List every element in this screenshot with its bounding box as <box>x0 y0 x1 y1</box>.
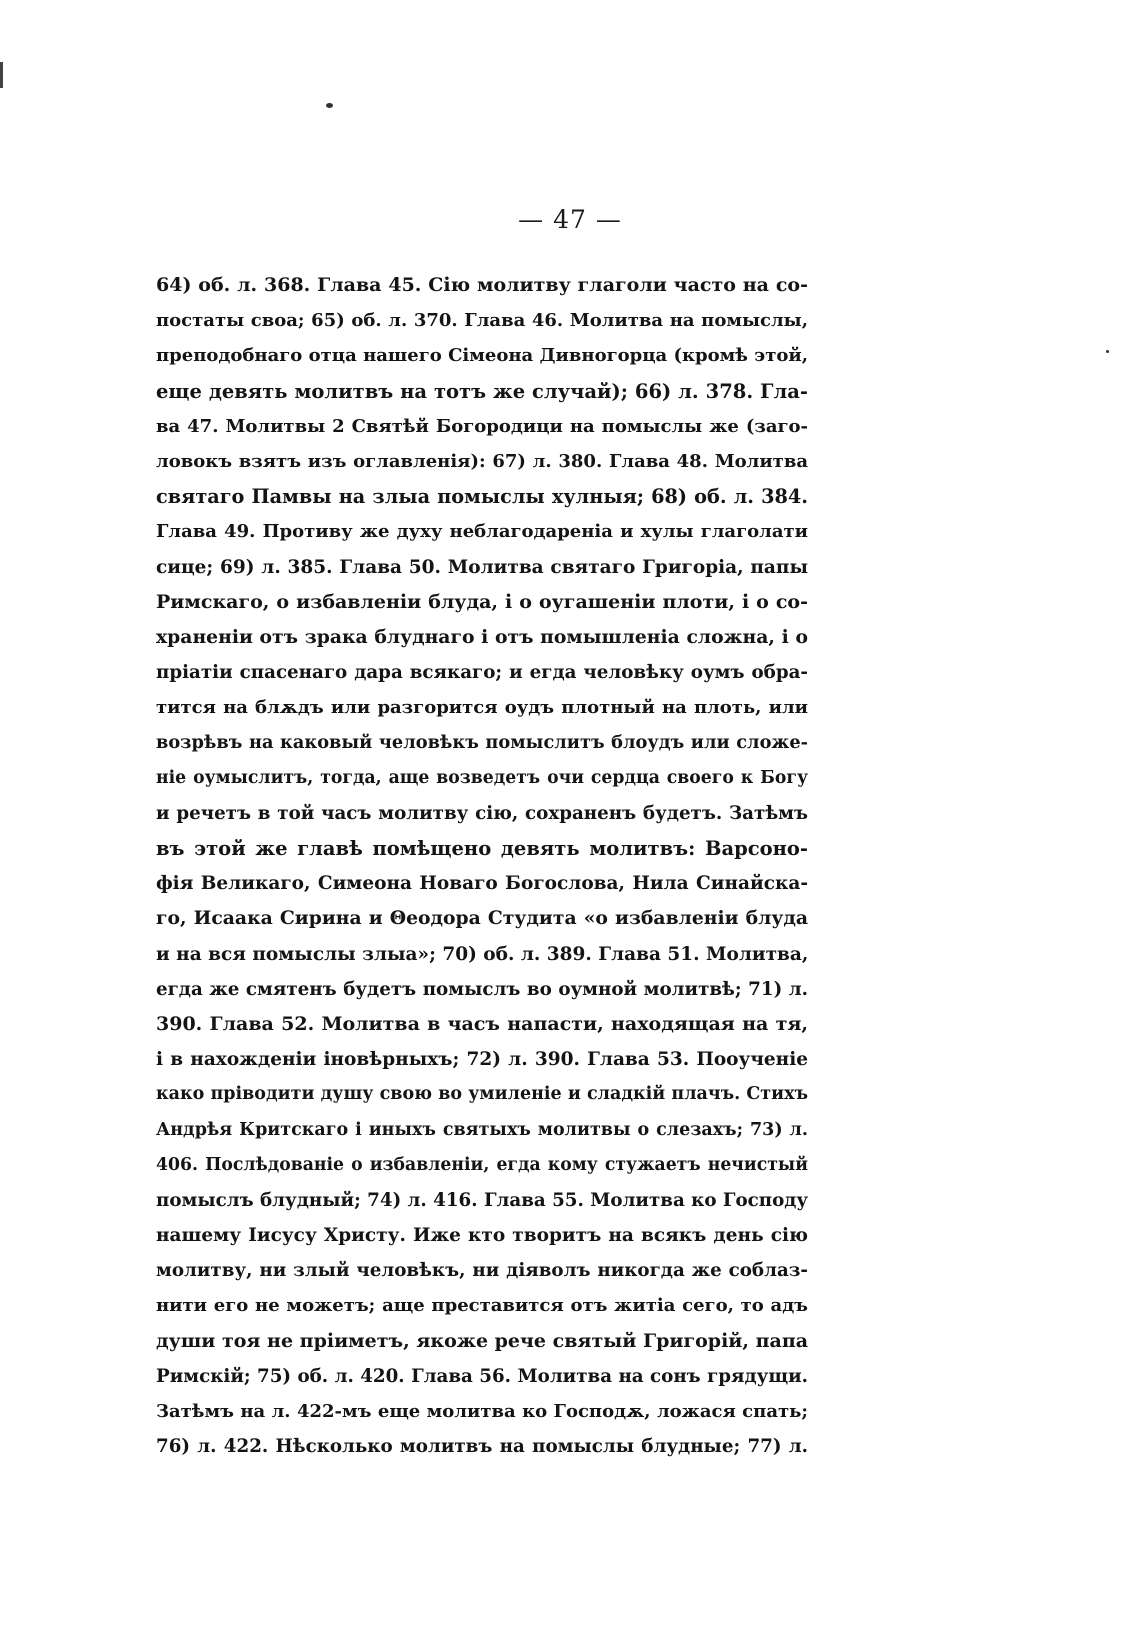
text-line: 390. Глава 52. Молитва в часъ напасти, находящая на тя, <box>156 1012 808 1035</box>
text-line: и на вся помыслы злыа»; 70) об. л. 389. Глава 51. Молитва, <box>156 943 808 965</box>
text-line: фія Великаго, Симеона Новаго Богослова, Нила Синайска- <box>156 873 808 895</box>
text-line: постаты своа; 65) об. л. 370. Глава 46. Молитва на помыслы, <box>156 310 808 332</box>
text-line: преподобнаго отца нашего Сімеона Дивногорца (кромѣ этой, <box>156 345 808 367</box>
text-line: егда же смятенъ будетъ помыслъ во оумной молитвѣ; 71) л. <box>156 978 808 1000</box>
ink-speck-right <box>1106 350 1109 353</box>
text-line: молитву, ни злый человѣкъ, ни діяволъ никогда же соблаз- <box>156 1260 808 1282</box>
text-line: Андрѣя Критскаго і иныхъ святыхъ молитвы о слезахъ; 73) л. <box>156 1119 808 1140</box>
text-line: святаго Памвы на злыа помыслы хулныя; 68) об. л. 384. <box>156 485 808 509</box>
text-line: тится на блѫдъ или разгорится оудъ плотный на плоть, или <box>156 697 808 719</box>
text-line: сице; 69) л. 385. Глава 50. Молитва святаго Григоріа, папы <box>156 556 808 578</box>
text-line: возрѣвъ на каковый человѣкъ помыслитъ блоудъ или сложе- <box>156 732 808 754</box>
left-edge-mark <box>0 62 3 88</box>
body-text <box>156 268 808 1464</box>
text-line: како пріводити душу свою во умиленіе и сладкій плачъ. Стихъ <box>156 1084 808 1105</box>
text-line: нашему Іисусу Христу. Иже кто творитъ на всякъ день сію <box>156 1225 808 1247</box>
page-number: — 47 — <box>518 205 622 234</box>
text-line: Римскій; 75) об. л. 420. Глава 56. Молитва на сонъ грядущи. <box>156 1365 808 1387</box>
text-line: ніе оумыслитъ, тогда, аще возведетъ очи сердца своего к Богу <box>156 767 808 788</box>
text-line: въ этой же главѣ помѣщено девять молитвъ: Варсоно- <box>156 837 808 860</box>
text-line: 76) л. 422. Нѣсколько молитвъ на помыслы блудные; 77) л. <box>156 1436 808 1458</box>
text-line: і в нахожденіи іновѣрныхъ; 72) л. 390. Глава 53. Пооученіе <box>156 1049 808 1071</box>
text-line: еще девять молитвъ на тотъ же случай); 66) л. 378. Гла- <box>156 379 808 403</box>
text-line: го, Исаака Сирина и Θеодора Студита «о избавленіи блуда <box>156 907 808 930</box>
text-line: души тоя не пріиметъ, якоже рече святый Григорій, папа <box>156 1329 808 1352</box>
text-line: ловокъ взятъ изъ оглавленія): 67) л. 380. Глава 48. Молитва <box>156 450 808 472</box>
text-line: 64) об. л. 368. Глава 45. Сію молитву глаголи часто на со- <box>156 274 808 296</box>
text-line: пріатіи спасенаго дара всякаго; и егда человѣку оумъ обра- <box>156 662 808 684</box>
text-line: нити его не можетъ; аще преставится отъ житіа сего, то адъ <box>156 1295 808 1317</box>
text-line: и речетъ в той часъ молитву сію, сохраненъ будетъ. Затѣмъ <box>156 802 808 824</box>
text-line: храненіи отъ зрака блуднаго і отъ помышленіа сложна, і о <box>156 625 808 648</box>
text-line: ва 47. Молитвы 2 Святѣй Богородици на помыслы же (заго- <box>156 415 808 437</box>
text-line: Затѣмъ на л. 422-мъ еще молитва ко Господѫ, ложася спать; <box>156 1401 808 1422</box>
text-line: Глава 49. Противу же духу неблагодареніа и хулы глаголати <box>156 521 808 543</box>
text-line: помыслъ блудный; 74) л. 416. Глава 55. Молитва ко Господу <box>156 1189 808 1211</box>
text-line: 406. Послѣдованіе о избавленіи, егда кому стужаетъ нечистый <box>156 1154 808 1175</box>
text-line: Римскаго, о избавленіи блуда, і о оугашеніи плоти, і о со- <box>156 590 808 613</box>
ink-speck <box>326 103 333 108</box>
